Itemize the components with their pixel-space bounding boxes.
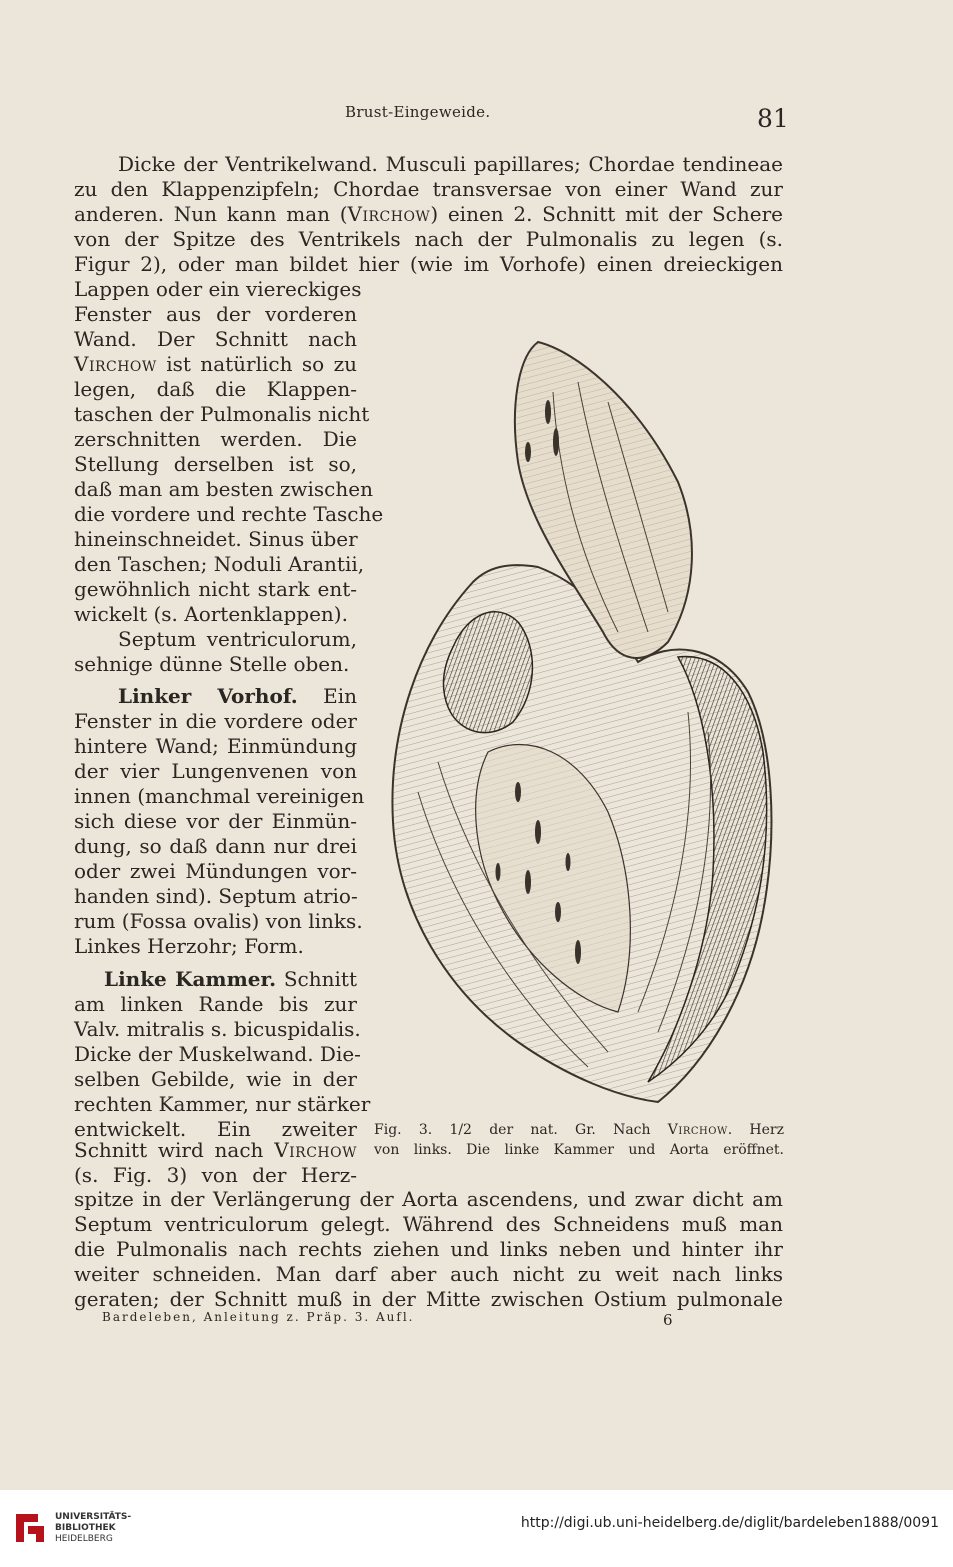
text-line: Figur 2), oder man bildet hier (wie im Vorhofe) einen dreieckigen [74,252,783,276]
text-line: Virchow ist natürlich so zu [74,352,357,376]
text-line: Stellung derselben ist so, [74,452,357,476]
text-line: Wand. Der Schnitt nach [74,327,357,351]
text-line: die Pulmonalis nach rechts ziehen und links neben und hinter ihr [74,1237,783,1261]
text-line: sich diese vor der Einmün- [74,809,357,833]
footer-source: Bardeleben, Anleitung z. Präp. 3. Aufl. [102,1310,415,1324]
text-line: weiter schneiden. Man darf aber auch nicht zu weit nach links [74,1262,783,1286]
text-line: Dicke der Muskelwand. Die- [74,1042,361,1066]
page-number: 81 [757,104,789,133]
text-line: Lappen oder ein viereckiges [74,277,362,301]
section-heading: Linke Kammer. [104,967,277,991]
running-header: Brust-Eingeweide. [345,103,491,121]
text-line: zerschnitten werden. Die [74,427,357,451]
text-line: innen (manchmal vereinigen [74,784,365,808]
text-line: spitze in der Verlängerung der Aorta ascendens, und zwar dicht am [74,1187,783,1211]
text-line: geraten; der Schnitt muß in der Mitte zwischen Ostium pulmonale [74,1287,783,1311]
text-line: von der Spitze des Ventrikels nach der Pulmonalis zu legen (s. [74,227,783,251]
text-line: gewöhnlich nicht stark ent- [74,577,357,601]
text-line: Linke Kammer. Schnitt [74,967,357,991]
text-line: selben Gebilde, wie in der [74,1067,357,1091]
text-line: Schnitt wird nach Virchow [74,1138,357,1162]
text-line: zu den Klappenzipfeln; Chordae transversae von einer Wand zur [74,177,783,201]
text-line: Fenster aus der vorderen [74,302,357,326]
library-name-line2: BIBLIOTHEK [55,1523,116,1533]
text-line: Valv. mitralis s. bicuspidalis. [74,1017,361,1041]
text-line: die vordere und rechte Tasche [74,502,384,526]
text-line: wickelt (s. Aortenklappen). [74,602,348,626]
figure-caption-line1: Fig. 3. 1/2 der nat. Gr. Nach Virchow. Herz [374,1122,784,1138]
text-line: oder zwei Mündungen vor- [74,859,357,883]
figure-caption-line2: von links. Die linke Kammer und Aorta eröffnet. [374,1142,784,1158]
library-bar [0,1490,953,1567]
library-name-line3: HEIDELBERG [55,1534,113,1544]
section-heading: Linker Vorhof. [118,684,298,708]
text-line: taschen der Pulmonalis nicht [74,402,370,426]
text-line: sehnige dünne Stelle oben. [74,652,350,676]
text-line: rum (Fossa ovalis) von links. [74,909,363,933]
text-line: Septum ventriculorum, [118,627,357,651]
library-name-line1: UNIVERSITÄTS- [55,1512,132,1522]
heart-illustration [378,312,788,1122]
text-line: daß man am besten zwischen [74,477,373,501]
text-line: am linken Rande bis zur [74,992,357,1016]
signature-mark: 6 [663,1311,673,1329]
text-line: Linkes Herzohr; Form. [74,934,304,958]
text-line: Linker Vorhof. Ein [74,684,357,708]
text-line: dung, so daß dann nur drei [74,834,357,858]
text-line: den Taschen; Noduli Arantii, [74,552,365,576]
text-line: Septum ventriculorum gelegt. Während des Schneidens muß man [74,1212,783,1236]
text-line: hintere Wand; Einmündung [74,734,357,758]
source-url-link[interactable]: http://digi.ub.uni-heidelberg.de/diglit/bardeleben1888/0091 [520,1515,939,1531]
text-line: entwickelt. Ein zweiter [74,1117,357,1141]
text-line: legen, daß die Klappen- [74,377,357,401]
text-line: Fenster in die vordere oder [74,709,357,733]
library-logo-icon [12,1510,48,1546]
text-line: (s. Fig. 3) von der Herz- [74,1163,357,1187]
text-line: der vier Lungenvenen von [74,759,357,783]
text-line: rechten Kammer, nur stärker [74,1092,371,1116]
text-line: anderen. Nun kann man (Virchow) einen 2. Schnitt mit der Schere [74,202,783,226]
text-line: Dicke der Ventrikelwand. Musculi papillares; Chordae tendineae [118,152,783,176]
text-line: handen sind). Septum atrio- [74,884,358,908]
text-line: hineinschneidet. Sinus über [74,527,358,551]
